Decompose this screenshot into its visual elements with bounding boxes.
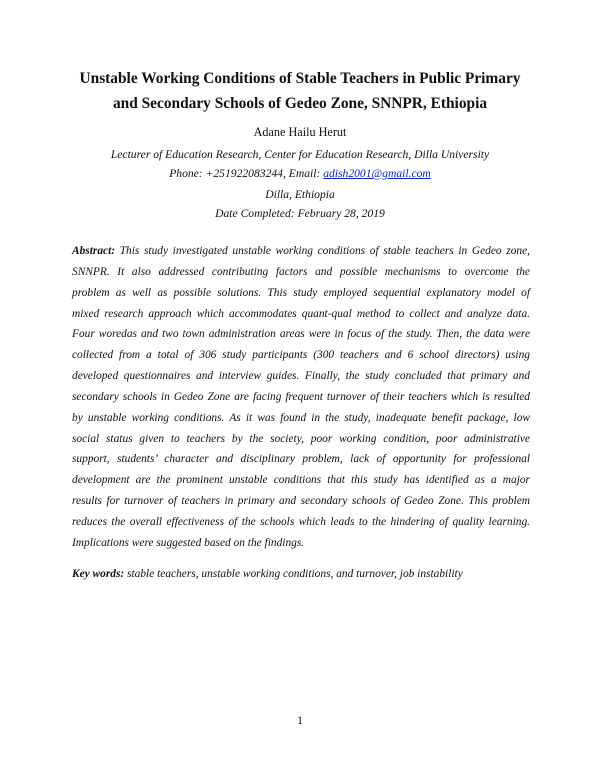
abstract-line-text: This study investigated unstable working conditions of stable teachers in Gedeo zone, xyxy=(115,245,530,257)
abstract-line: social status given to teachers by the society, poor working condition, poor administrative xyxy=(72,432,530,445)
abstract-label: Abstract: xyxy=(72,245,116,257)
abstract-line: Four woredas and two town administration areas were in focus of the study. Then, the data were xyxy=(72,328,530,341)
abstract-line: SNNPR. It also addressed contributing factors and possible mechanisms to overcome the xyxy=(72,265,530,278)
abstract xyxy=(72,241,530,554)
keywords xyxy=(72,566,530,582)
abstract-line: reduces the overall effectiveness of the schools which leads to the hindering of quality learning. xyxy=(72,515,530,528)
title-line-1: Unstable Working Conditions of Stable Teachers in Public Primary xyxy=(79,70,521,87)
location: Dilla, Ethiopia xyxy=(265,188,335,201)
page-number: 1 xyxy=(297,713,303,727)
abstract-line xyxy=(72,241,530,262)
abstract-line: secondary schools in Gedeo Zone are facing frequent turnover of their teachers which is resulted xyxy=(72,390,530,403)
author-name: Adane Hailu Herut xyxy=(253,125,347,139)
email-link[interactable]: adish2001@gmail.com xyxy=(323,167,431,180)
keywords-label: Key words: xyxy=(72,568,125,580)
paper-title xyxy=(40,66,560,116)
abstract-line: support, students’ character and disciplinary problem, lack of opportunity for professional xyxy=(72,453,530,466)
abstract-line: collected from a total of 306 study participants (300 teachers and 6 school directors) using xyxy=(72,349,530,362)
abstract-line: by unstable working conditions. As it was found in the study, inadequate benefit package, low xyxy=(72,411,530,424)
abstract-line: developed questionnaires and interview guides. Finally, the study concluded that primary and xyxy=(72,370,530,383)
date-completed: Date Completed: February 28, 2019 xyxy=(215,207,385,220)
abstract-line: development are the prominent unstable conditions that this study has identified as a major xyxy=(72,474,530,487)
abstract-line: mixed research approach which accommodates quant-qual method to collect and analyze data. xyxy=(72,307,530,320)
contact-line xyxy=(0,166,600,182)
affiliation: Lecturer of Education Research, Center for Education Research, Dilla University xyxy=(110,148,490,161)
title-line-2: and Secondary Schools of Gedeo Zone, SNNPR, Ethiopia xyxy=(112,95,488,112)
abstract-line: results for turnover of teachers in primary and secondary schools of Gedeo Zone. This problem xyxy=(72,495,530,508)
keywords-text: stable teachers, unstable working conditions, and turnover, job instability xyxy=(124,568,463,580)
phone-email-prefix: Phone: +251922083244, Email: xyxy=(169,167,324,180)
abstract-line: problem as well as possible solutions. This study employed sequential explanatory model of xyxy=(72,286,530,299)
abstract-line: Implications were suggested based on the findings. xyxy=(72,536,305,549)
